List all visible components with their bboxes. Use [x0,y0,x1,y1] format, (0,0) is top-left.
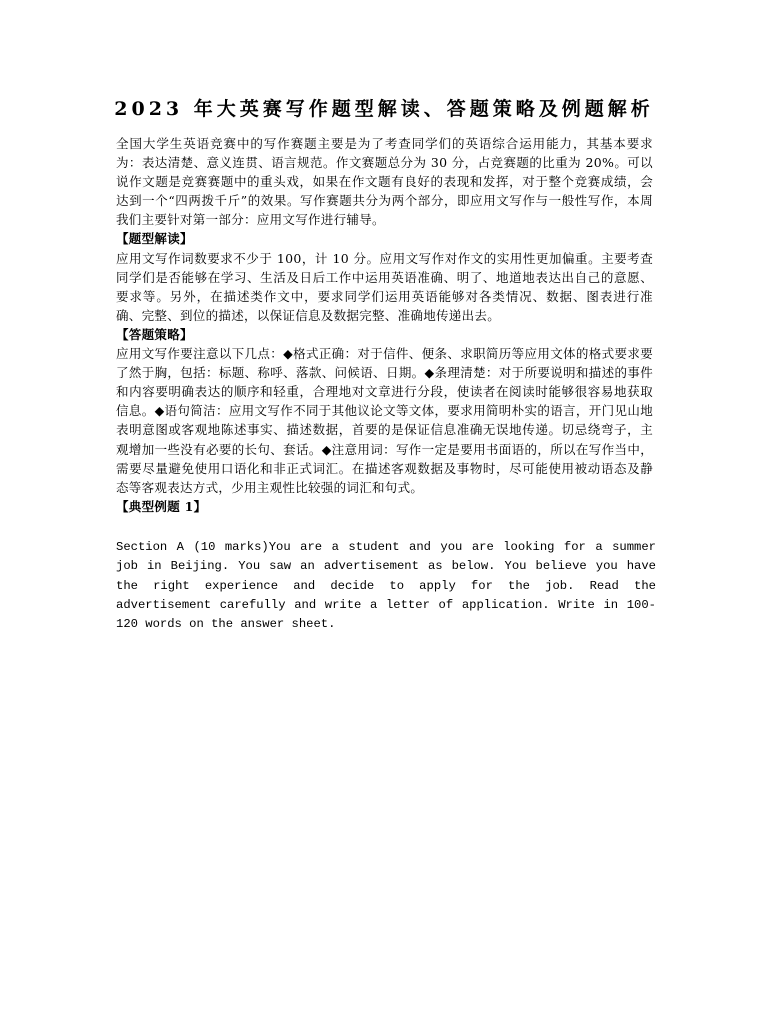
section-heading-question-type: 【题型解读】 [116,231,193,247]
example-prompt-paragraph: Section A (10 marks)You are a student and you are looking for a summer job in Beijing. You saw an advertisement as below. You believe you have the right experience and decide to apply for the job. Read the advertisement carefully and write a letter of application. Write in 100-120 words on the answer sheet. [116,540,656,632]
question-type-paragraph: 应用文写作词数要求不少于 100，计 10 分。应用文写作对作文的实用性更加偏重。主要考查同学们是否能够在学习、生活及日后工作中运用英语准确、明了、地道地表达出自己的意愿、要求等。另外，在描述类作文中，要求同学们运用英语能够对各类情况、数据、图表进行准确、完整、到位的描述，以保证信息及数据完整、准确地传递出去。 [116,250,653,323]
answer-strategy-paragraph: 应用文写作要注意以下几点：◆格式正确：对于信件、便条、求职简历等应用文体的格式要求要了然于胸，包括：标题、称呼、落款、问候语、日期。◆条理清楚：对于所要说明和描述的事件和内容要明确表达的顺序和轻重，合理地对文章进行分段，使读者在阅读时能够很容易地获取信息。◆语句简洁：应用文写作不同于其他议论文等文体，要求用简明朴实的语言，开门见山地表明意图或客观地陈述事实、描述数据，首要的是保证信息准确无误地传递。切忌绕弯子，主观增加一些没有必要的长句、套话。◆注意用词：写作一定是要用书面语的，所以在写作当中，需要尽量避免使用口语化和非正式词汇。在描述客观数据及事物时，尽可能使用被动语态及静态等客观表达方式，少用主观性比较强的词汇和句式。 [116,346,653,495]
section-heading-answer-strategy: 【答题策略】 [116,326,193,342]
intro-paragraph: 全国大学生英语竞赛中的写作赛题主要是为了考查同学们的英语综合运用能力，其基本要求为：表达清楚、意义连贯、语言规范。作文赛题总分为 30 分，占竞赛题的比重为 20%。可以说作文题是竞赛赛题中的重头戏，如果在作文题有良好的表现和发挥，对于整个竞赛成绩，会达到一个“四两拨千斤”的效果。写作赛题共分为两个部分，即应用文写作与一般性写作，本周我们主要针对第一部分：应用文写作进行辅导。 [116,136,653,228]
document-body [116,134,653,516]
section-heading-example: 【典型例题 1】 [116,498,207,514]
document-title: 2023 年大英赛写作题型解读、答题策略及例题解析 [114,98,654,120]
